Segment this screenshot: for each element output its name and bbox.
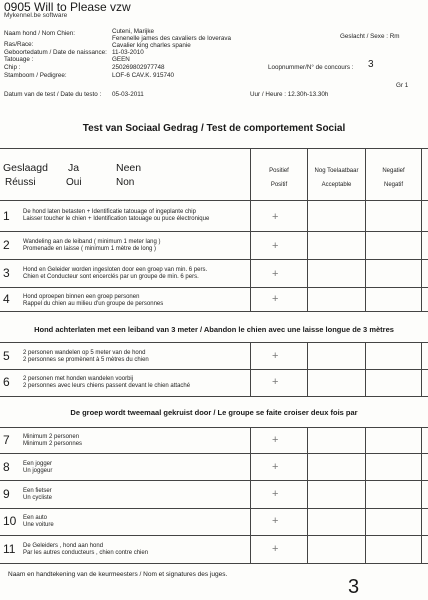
judges-signature-label: Naam en handtekening van de keurmeesters / Nom et signatures des juges.: [8, 571, 228, 578]
no-nl: Neen: [116, 162, 142, 174]
grid-line: [307, 342, 308, 396]
item-number: 1: [3, 209, 10, 223]
grid-line: [0, 200, 428, 201]
catalog-number: 3: [368, 59, 374, 70]
row-divider: [0, 231, 428, 232]
dog-name: Fenenelle james des cavaliers de loverava: [112, 35, 232, 42]
section-heading-leash: Hond achterlaten met een leiband van 3 meter / Abandon le chien avec une laisse longue de 3 mètres: [34, 325, 394, 334]
grid-line: [250, 342, 251, 396]
item-number: 7: [3, 433, 10, 447]
item-number: 8: [3, 460, 10, 474]
section-title: Test van Sociaal Gedrag / Test de comportement Social: [82, 123, 346, 134]
test-date-value: 05-03-2011: [112, 91, 144, 98]
check-mark: +: [272, 211, 279, 223]
chip-value: 250269802977748: [112, 64, 165, 71]
acceptable-fr: Acceptable: [321, 182, 352, 188]
item-number: 10: [3, 514, 17, 528]
check-mark: +: [272, 268, 279, 280]
no-fr: Non: [116, 177, 135, 188]
item-text: Een jogger Un joggeur: [23, 461, 53, 474]
check-mark: +: [272, 376, 279, 388]
row-divider: [0, 369, 428, 370]
row-divider: [0, 287, 428, 288]
item-number: 6: [3, 375, 10, 389]
pedigree-label: Stamboom / Pedigree:: [4, 72, 67, 79]
dob-value: 11-03-2010: [112, 49, 144, 56]
item-number: 2: [3, 238, 10, 252]
item-text: Wandeling aan de leiband ( minimum 1 meter lang ) Promenade en laisse ( minimum 1 mètre de long ): [23, 239, 161, 252]
grid-line: [0, 148, 428, 149]
row-divider: [0, 535, 428, 536]
item-text: Hond en Geleider worden ingesloten door een groep van min. 6 pers. Chien et Conducteur sont encerclés par un groupe de min. 6 pers.: [23, 267, 208, 280]
check-mark: +: [272, 434, 279, 446]
sex-label: Geslacht / Sexe : Rm: [340, 33, 400, 40]
tattoo-value: GEEN: [112, 56, 130, 63]
software-credit: Mykennel.be software: [4, 12, 68, 19]
dog-name-label: Naam hond / Nom Chien:: [4, 30, 76, 37]
owner-name: Cuteni, Marijke: [112, 28, 154, 35]
item-text: Een fietser Un cycliste: [23, 488, 53, 501]
row-divider: [0, 563, 428, 564]
row-divider: [0, 396, 428, 397]
pedigree-value: LOF-6 CAV.K. 915740: [112, 72, 174, 79]
check-mark: +: [272, 543, 279, 555]
tattoo-label: Tatouage :: [4, 56, 34, 63]
section-heading-crossing: De groep wordt tweemaal gekruist door / Le groupe se faite croiser deux fois par: [70, 408, 358, 417]
breed-label: Ras/Race:: [4, 41, 34, 48]
item-text: Een auto Une voiture: [23, 515, 54, 528]
negative-nl: Negatief: [382, 168, 405, 174]
item-number: 11: [3, 542, 16, 556]
row-divider: [0, 259, 428, 260]
negative-fr: Negatif: [383, 182, 403, 188]
grid-line: [421, 427, 422, 563]
item-number: 3: [3, 266, 10, 280]
passed-nl: Geslaagd: [3, 162, 48, 174]
yes-nl: Ja: [68, 162, 80, 174]
item-text: Minimum 2 personen Minimum 2 personnes: [23, 434, 83, 447]
row-divider: [0, 311, 428, 312]
grid-line: [307, 427, 308, 563]
row-divider: [0, 342, 428, 343]
grid-line: [250, 427, 251, 563]
item-number: 9: [3, 487, 10, 501]
page-title: 0905 Will to Please vzw: [4, 0, 131, 14]
chip-label: Chip :: [4, 64, 21, 71]
item-number: 5: [3, 349, 10, 363]
row-divider: [0, 508, 428, 509]
item-number: 4: [3, 292, 10, 306]
breed-value: Cavalier king charles spanie: [112, 42, 191, 49]
acceptable-nl: Nog Toelaatbaar: [314, 168, 359, 174]
item-text: 2 personen met honden wandelen voorbij 2 personnes avec leurs chiens passent devant le chien attaché: [23, 376, 191, 389]
positive-fr: Positif: [270, 182, 288, 188]
dob-label: Geboortedatum / Date de naissance:: [4, 49, 107, 56]
time-label: Uur / Heure : 12.30h-13.30h: [250, 91, 329, 98]
check-mark: +: [272, 488, 279, 500]
grid-line: [365, 342, 366, 396]
item-text: 2 personen wandelen op 5 meter van de hond 2 personnes se promènent à 5 mètres du chien: [23, 350, 149, 363]
row-divider: [0, 427, 428, 428]
item-text: De Geleiders , hond aan hond Par les autres conducteurs , chien contre chien: [23, 543, 149, 556]
item-text: Hond oproepen binnen een groep personen Rappel du chien au milieu d'un groupe de personnes: [23, 294, 164, 307]
test-date-label: Datum van de test / Date du testo :: [4, 91, 102, 98]
group-value: Gr 1: [396, 82, 409, 89]
check-mark: +: [272, 293, 279, 305]
item-text: De hond laten betasten + Identificatie tatouage of ingeplante chip Laisser toucher le chien + Identification tatouage ou puce électronique: [23, 209, 210, 222]
row-divider: [0, 453, 428, 454]
check-mark: +: [272, 350, 279, 362]
grid-line: [421, 342, 422, 396]
yes-fr: Oui: [66, 177, 82, 188]
passed-fr: Réussi: [5, 177, 36, 188]
grid-line: [365, 427, 366, 563]
row-divider: [0, 480, 428, 481]
positive-nl: Positief: [269, 168, 289, 174]
page-number: 3: [348, 576, 360, 598]
check-mark: +: [272, 461, 279, 473]
catalog-label: Loopnummer/N° de concours :: [268, 64, 354, 71]
check-mark: +: [272, 240, 279, 252]
check-mark: +: [272, 515, 279, 527]
